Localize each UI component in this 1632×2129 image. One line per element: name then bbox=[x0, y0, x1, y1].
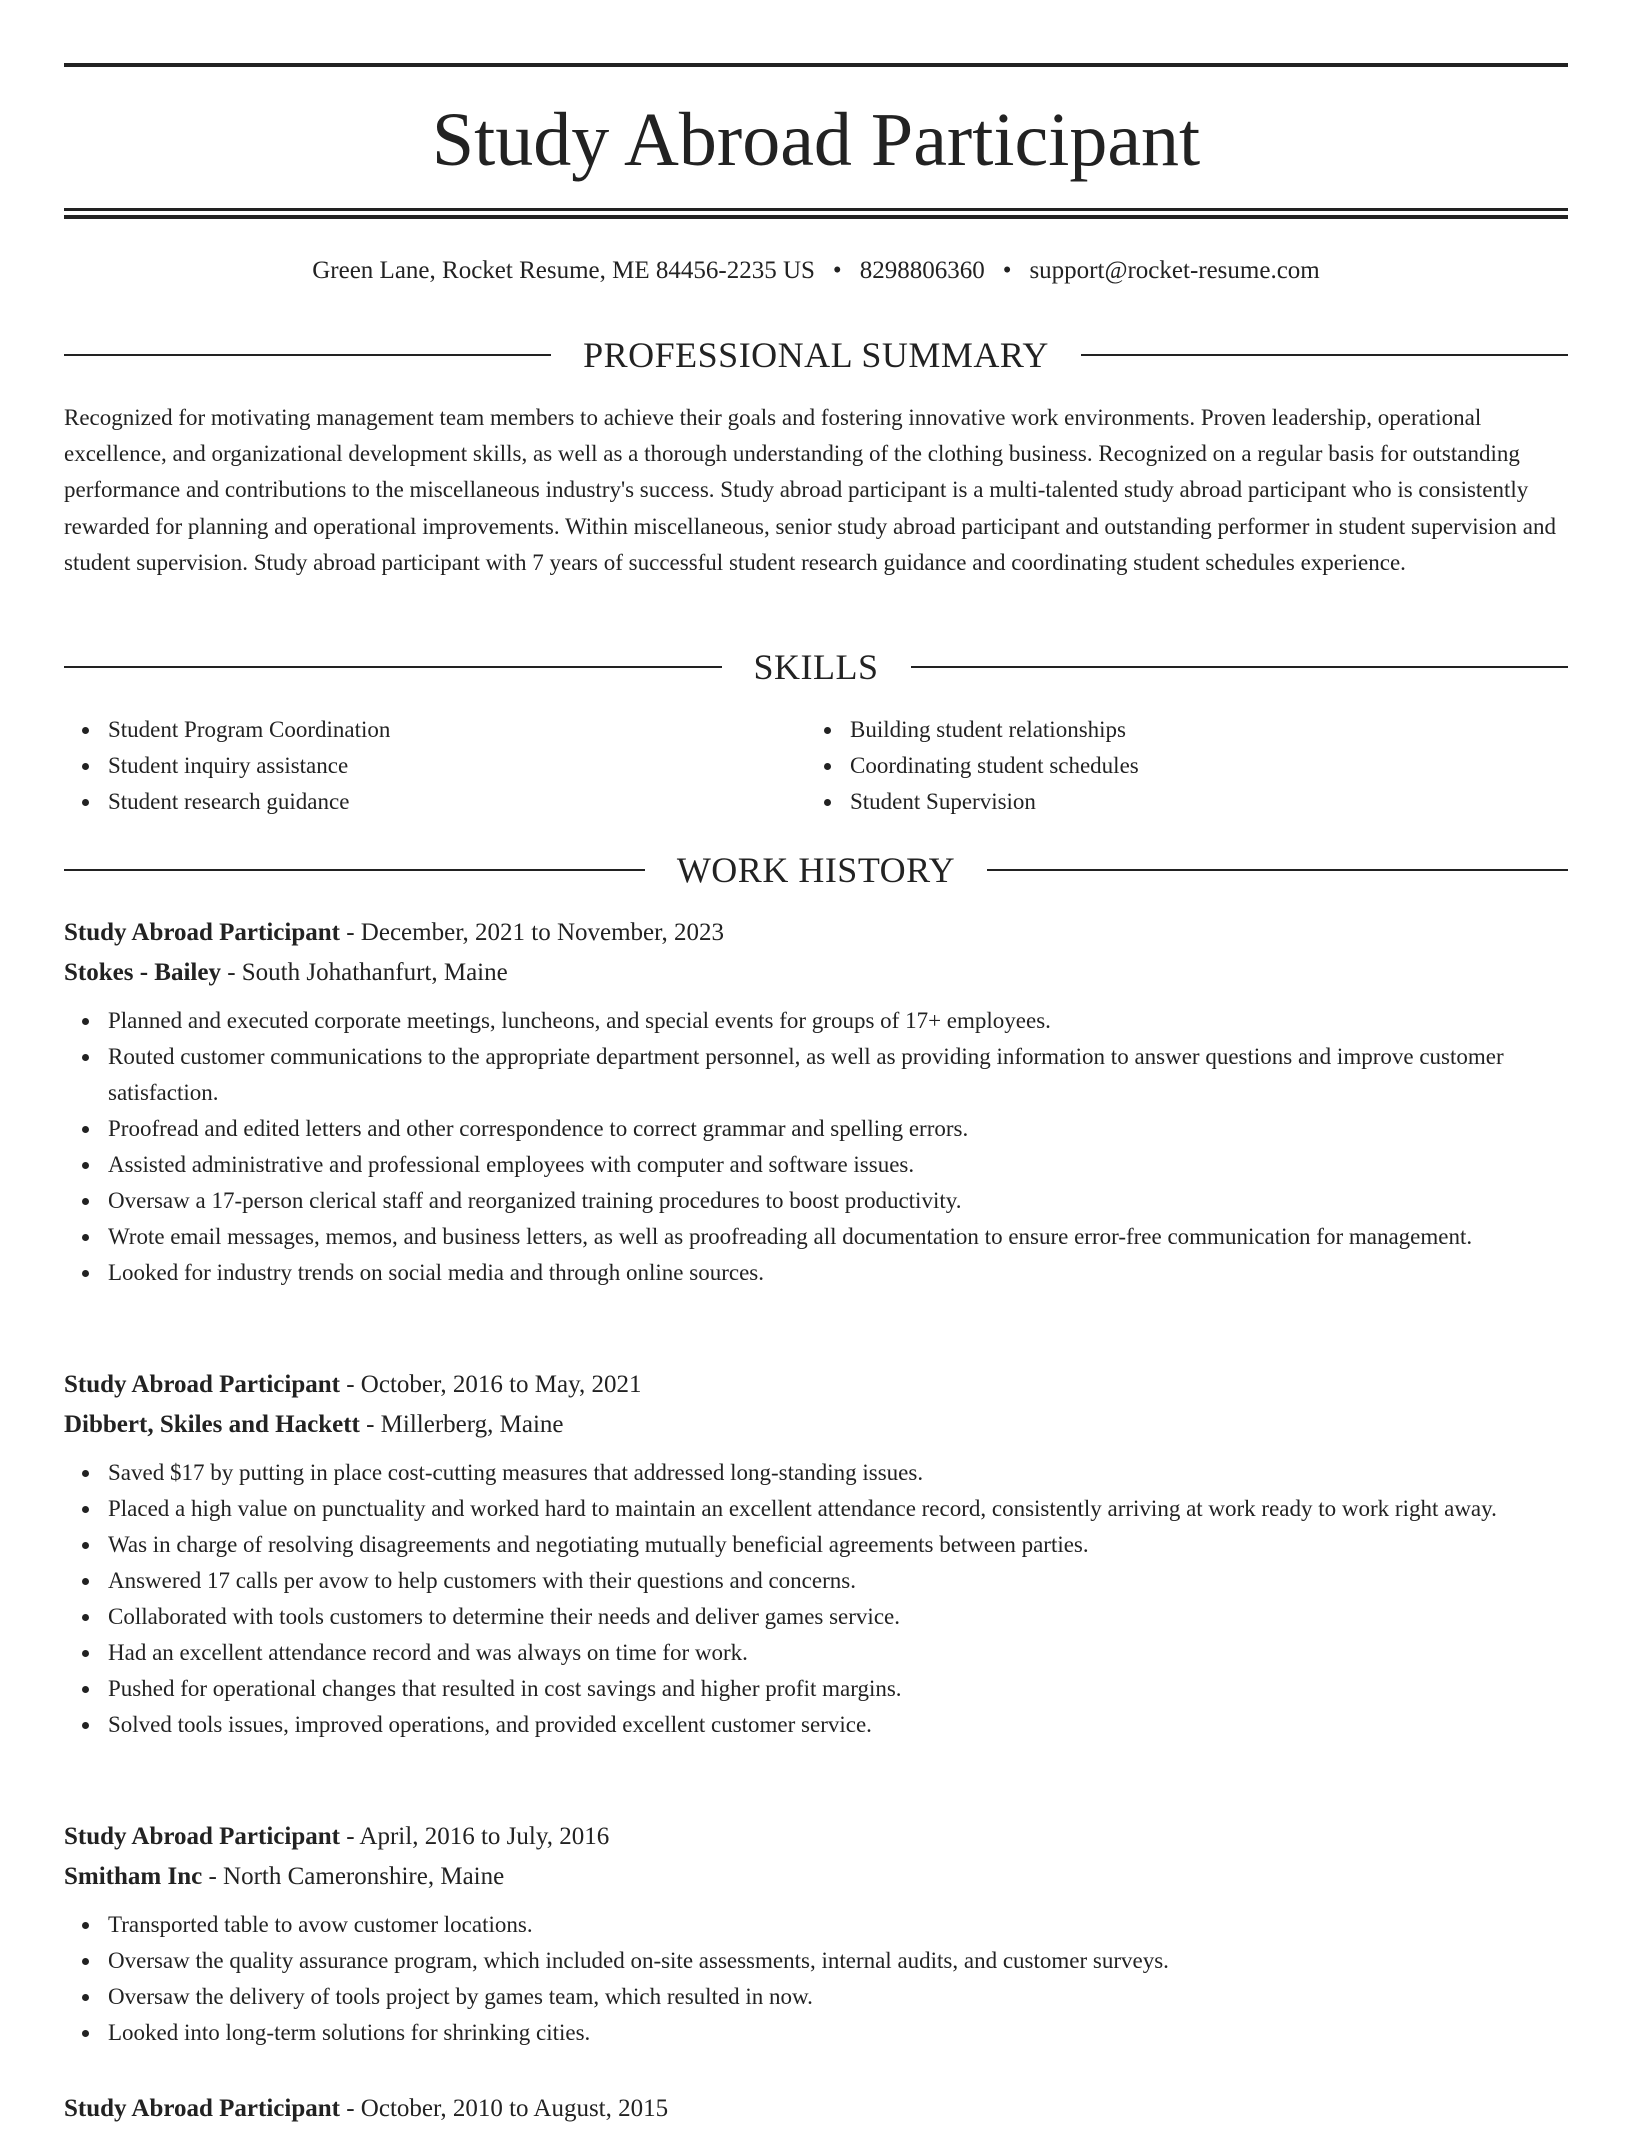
heading-rule-right bbox=[987, 869, 1568, 871]
job-company-line bbox=[64, 1857, 1568, 1897]
heading-rule-left bbox=[64, 869, 645, 871]
job-bullet: Had an excellent attendance record and was always on time for work. bbox=[108, 1635, 1568, 1671]
job-bullet: Oversaw the delivery of tools project by games team, which resulted in now. bbox=[108, 1979, 1568, 2015]
header-rule-lower bbox=[64, 215, 1568, 219]
skill-item: Building student relationships bbox=[850, 712, 1548, 748]
skill-item: Student Program Coordination bbox=[108, 712, 806, 748]
heading-rule-left bbox=[64, 354, 551, 356]
job-bullet: Saved $17 by putting in place cost-cutting measures that addressed long-standing issues. bbox=[108, 1455, 1568, 1491]
job-bullets bbox=[64, 1907, 1568, 2051]
work-history-heading-title: WORK HISTORY bbox=[676, 850, 956, 890]
header-rule-upper bbox=[64, 208, 1568, 211]
candidate-name: Study Abroad Participant bbox=[431, 98, 1201, 182]
job-location: - South Johathanfurt, Maine bbox=[220, 959, 508, 986]
top-rule bbox=[64, 63, 1568, 67]
contact-line bbox=[64, 254, 1568, 288]
job-bullet: Looked into long-term solutions for shrinking cities. bbox=[108, 2015, 1568, 2051]
job-location: - Millerberg, Maine bbox=[359, 1411, 564, 1438]
skills-heading-title: SKILLS bbox=[753, 647, 879, 687]
job-title: Study Abroad Participant bbox=[64, 1823, 340, 1850]
job-bullet: Oversaw a 17-person clerical staff and reorganized training procedures to boost productivity. bbox=[108, 1183, 1568, 1219]
job-title-line bbox=[64, 913, 1568, 953]
job-bullet: Solved tools issues, improved operations, and provided excellent customer service. bbox=[108, 1707, 1568, 1743]
job-bullet: Assisted administrative and professional employees with computer and software issues. bbox=[108, 1147, 1568, 1183]
job-title: Study Abroad Participant bbox=[64, 1371, 340, 1398]
job-dates: - April, 2016 to July, 2016 bbox=[339, 1823, 610, 1850]
job-company: Dibbert, Skiles and Hackett bbox=[64, 1411, 360, 1438]
job-bullet: Wrote email messages, memos, and business letters, as well as proofreading all documentation to ensure error-free communication for management. bbox=[108, 1219, 1568, 1255]
job-bullet: Transported table to avow customer locations. bbox=[108, 1907, 1568, 1943]
summary-heading bbox=[64, 333, 1568, 377]
job-entry bbox=[64, 1817, 1568, 2051]
job-bullet: Looked for industry trends on social media and through online sources. bbox=[108, 1255, 1568, 1291]
job-title: Study Abroad Participant bbox=[64, 919, 340, 946]
heading-rule-left bbox=[64, 666, 722, 668]
job-bullet: Oversaw the quality assurance program, which included on-site assessments, internal audits, and customer surveys. bbox=[108, 1943, 1568, 1979]
job-bullet: Pushed for operational changes that resulted in cost savings and higher profit margins. bbox=[108, 1671, 1568, 1707]
job-company: Stokes - Bailey bbox=[64, 959, 221, 986]
job-entry bbox=[64, 913, 1568, 1291]
job-title-line bbox=[64, 1817, 1568, 1857]
heading-rule-right bbox=[911, 666, 1569, 668]
skills-column-right bbox=[806, 712, 1548, 820]
contact-address: Green Lane, Rocket Resume, ME 84456-2235 US bbox=[312, 257, 815, 284]
job-company: Smitham Inc bbox=[64, 1863, 203, 1890]
job-company-line bbox=[64, 953, 1568, 993]
work-history-heading bbox=[64, 848, 1568, 892]
skills-list bbox=[64, 712, 1568, 820]
job-dates: - October, 2010 to August, 2015 bbox=[339, 2095, 669, 2122]
job-dates: - October, 2016 to May, 2021 bbox=[339, 1371, 642, 1398]
job-title: Study Abroad Participant bbox=[64, 2095, 340, 2122]
job-bullet: Routed customer communications to the appropriate department personnel, as well as providing information to answer questions and improve customer satisfaction. bbox=[108, 1039, 1568, 1111]
contact-separator: • bbox=[1002, 257, 1012, 284]
job-bullets bbox=[64, 1455, 1568, 1743]
job-company-line bbox=[64, 1405, 1568, 1445]
job-entry bbox=[64, 1365, 1568, 1743]
skill-item: Student Supervision bbox=[850, 784, 1548, 820]
job-entry bbox=[64, 2089, 1568, 2129]
contact-email: support@rocket-resume.com bbox=[1029, 257, 1320, 284]
skill-item: Coordinating student schedules bbox=[850, 748, 1548, 784]
skill-item: Student inquiry assistance bbox=[108, 748, 806, 784]
job-bullet: Planned and executed corporate meetings, luncheons, and special events for groups of 17+ employees. bbox=[108, 1003, 1568, 1039]
heading-rule-right bbox=[1081, 354, 1568, 356]
skills-heading bbox=[64, 645, 1568, 689]
job-bullet: Proofread and edited letters and other correspondence to correct grammar and spelling errors. bbox=[108, 1111, 1568, 1147]
job-title-line bbox=[64, 1365, 1568, 1405]
skill-item: Student research guidance bbox=[108, 784, 806, 820]
summary-text: Recognized for motivating management team members to achieve their goals and fostering innovative work environments. Proven leadership, operational excellence, and organizational development skills, as well as a thorough understanding of the clothing business. Recognized on a regular basis for outstanding performance and contributions to the miscellaneous industry's success. Study abroad participant is a multi-talented study abroad participant who is consistently rewarded for planning and operational improvements. Within miscellaneous, senior study abroad participant and outstanding performer in student supervision and student supervision. Study abroad participant with 7 years of successful student research guidance and coordinating student schedules experience. bbox=[64, 405, 1556, 575]
contact-separator: • bbox=[832, 257, 842, 284]
job-bullet: Was in charge of resolving disagreements and negotiating mutually beneficial agreements between parties. bbox=[108, 1527, 1568, 1563]
job-bullet: Placed a high value on punctuality and worked hard to maintain an excellent attendance record, consistently arriving at work ready to work right away. bbox=[108, 1491, 1568, 1527]
skills-column-left bbox=[64, 712, 806, 820]
job-bullets bbox=[64, 1003, 1568, 1291]
job-title-line bbox=[64, 2089, 1568, 2129]
job-bullet: Collaborated with tools customers to determine their needs and deliver games service. bbox=[108, 1599, 1568, 1635]
job-dates: - December, 2021 to November, 2023 bbox=[339, 919, 724, 946]
contact-phone: 8298806360 bbox=[859, 257, 985, 284]
job-bullet: Answered 17 calls per avow to help customers with their questions and concerns. bbox=[108, 1563, 1568, 1599]
summary-heading-title: PROFESSIONAL SUMMARY bbox=[583, 335, 1049, 375]
job-location: - North Cameronshire, Maine bbox=[202, 1863, 505, 1890]
